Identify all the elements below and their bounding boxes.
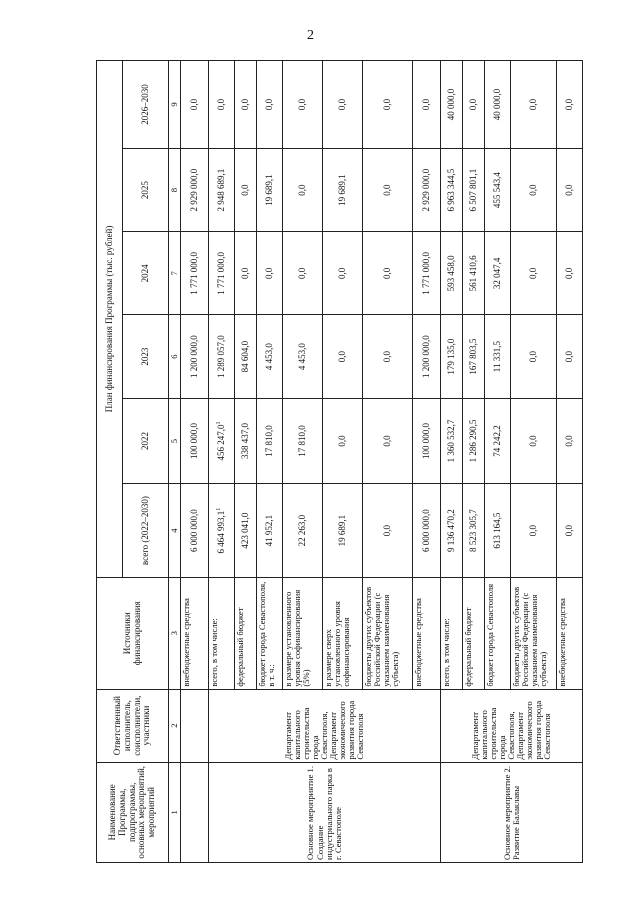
header-plan-group: План финансирования Программы (тыс. рублей) xyxy=(97,61,123,578)
value-cell: 1 771 000,0 xyxy=(209,232,235,315)
value-cell: 0,0 xyxy=(363,484,413,578)
value-cell: 423 041,0 xyxy=(235,484,257,578)
value-cell: 0,0 xyxy=(557,148,583,231)
row-source: бюджет города Севастополя, в т. ч.: xyxy=(257,577,283,689)
value-cell: 74 242,2 xyxy=(485,398,511,484)
value-cell: 0,0 xyxy=(557,61,583,149)
row-source: бюджеты других субъектов Российской Федерации (с указанием наименования субъекта) xyxy=(511,577,557,689)
value-cell: 456 247,0$^1$ xyxy=(209,398,235,484)
value-cell: 0,0 xyxy=(557,398,583,484)
value-cell: 179 135,0 xyxy=(441,315,463,398)
value-cell: 8 523 305,7 xyxy=(463,484,485,578)
value-cell: 0,0 xyxy=(363,315,413,398)
value-cell: 0,0 xyxy=(511,398,557,484)
value-cell: 0,0 xyxy=(363,232,413,315)
value-cell: 0,0 xyxy=(283,148,323,231)
value-cell: 40 000,0 xyxy=(441,61,463,149)
value-cell: 4 453,0 xyxy=(283,315,323,398)
value-cell: 2 948 689,1 xyxy=(209,148,235,231)
value-cell: 9 136 470,2 xyxy=(441,484,463,578)
header-year-2022: 2022 xyxy=(123,398,169,484)
value-cell: 19 689,1 xyxy=(323,148,363,231)
value-cell: 40 000,0 xyxy=(485,61,511,149)
value-cell: 32 047,4 xyxy=(485,232,511,315)
value-cell: 0,0 xyxy=(363,148,413,231)
row-source: федеральный бюджет xyxy=(463,577,485,689)
rotated-table-wrapper xyxy=(96,60,579,863)
header-name: Наименование Программы, подпрограммы, основных мероприятий, мероприятий xyxy=(97,762,169,862)
value-cell: 0,0 xyxy=(511,232,557,315)
header-year-2024: 2024 xyxy=(123,232,169,315)
value-cell: 1 360 532,7 xyxy=(441,398,463,484)
col-index: 1 xyxy=(169,762,181,862)
value-cell: 455 543,4 xyxy=(485,148,511,231)
header-executor: Ответственный исполнитель, соисполнители, участники xyxy=(97,689,169,762)
main-event-1-executor: Департамент капитального строительства города Севастополя, Департамент экономического развития города Севастополя xyxy=(209,689,441,762)
value-cell: 100 000,0 xyxy=(413,398,441,484)
table-row xyxy=(441,61,463,863)
value-cell: 2 929 000,0 xyxy=(413,148,441,231)
row-name xyxy=(181,762,209,862)
value-cell: 0,0 xyxy=(283,61,323,149)
value-cell: 338 437,0 xyxy=(235,398,257,484)
value-cell: 0,0 xyxy=(323,232,363,315)
value-cell: 167 803,5 xyxy=(463,315,485,398)
row-source: федеральный бюджет xyxy=(235,577,257,689)
table-row xyxy=(209,61,235,863)
financing-table xyxy=(96,60,583,863)
value-cell: 6 963 344,5 xyxy=(441,148,463,231)
row-source: в размере сверх установленного уровня софинансирования xyxy=(323,577,363,689)
main-event-1-name: Основное мероприятие 1. Создание индустриального парка в г. Севастополе xyxy=(209,762,441,862)
main-event-2-name: Основное мероприятие 2. Развитие Балаклавы xyxy=(441,762,583,862)
value-cell: 17 810,0 xyxy=(257,398,283,484)
row-source: всего, в том числе: xyxy=(441,577,463,689)
col-index: 2 xyxy=(169,689,181,762)
value-cell: 4 453,0 xyxy=(257,315,283,398)
value-cell: 1 771 000,0 xyxy=(413,232,441,315)
value-cell: 0,0 xyxy=(511,148,557,231)
value-cell: 0,0 xyxy=(257,61,283,149)
value-cell: 0,0 xyxy=(323,398,363,484)
row-source: всего, в том числе: xyxy=(209,577,235,689)
value-cell: 6 000 000,0 xyxy=(413,484,441,578)
value-cell: 0,0 xyxy=(209,61,235,149)
value-cell: 1 286 290,5 xyxy=(463,398,485,484)
row-source: в размере установленного уровня софинансирования (5%) xyxy=(283,577,323,689)
value-cell: 0,0 xyxy=(235,148,257,231)
value-cell: 1 200 000,0 xyxy=(413,315,441,398)
col-index: 7 xyxy=(169,232,181,315)
value-cell: 561 410,6 xyxy=(463,232,485,315)
col-index: 5 xyxy=(169,398,181,484)
value-cell: 0,0 xyxy=(511,315,557,398)
row-source: бюджеты других субъектов Российской Федерации (с указанием наименования субъекта) xyxy=(363,577,413,689)
value-cell: 100 000,0 xyxy=(181,398,209,484)
row-source: внебюджетные средства xyxy=(413,577,441,689)
row-source: бюджет города Севастополя xyxy=(485,577,511,689)
value-cell: 0,0 xyxy=(511,61,557,149)
header-year-2023: 2023 xyxy=(123,315,169,398)
value-cell: 0,0 xyxy=(323,315,363,398)
value-cell: 6 000 000,0 xyxy=(181,484,209,578)
value-cell: 1 200 000,0 xyxy=(181,315,209,398)
header-year-2026-2030: 2026–2030 xyxy=(123,61,169,149)
row-executor xyxy=(181,689,209,762)
value-cell: 0,0 xyxy=(557,484,583,578)
value-cell: 1 771 000,0 xyxy=(181,232,209,315)
value-cell: 17 810,0 xyxy=(283,398,323,484)
value-cell: 613 164,5 xyxy=(485,484,511,578)
value-cell: 593 458,0 xyxy=(441,232,463,315)
header-source: Источники финансирования xyxy=(97,577,169,689)
value-cell: 84 604,0 xyxy=(235,315,257,398)
value-cell: 0,0 xyxy=(235,61,257,149)
row-source: внебюджетные средства xyxy=(557,577,583,689)
row-source: внебюджетные средства xyxy=(181,577,209,689)
value-cell: 6 464 993,1$^1$ xyxy=(209,484,235,578)
value-cell: 0,0 xyxy=(363,61,413,149)
value-cell: 0,0 xyxy=(557,232,583,315)
value-cell: 22 263,0 xyxy=(283,484,323,578)
header-year-2025: 2025 xyxy=(123,148,169,231)
value-cell: 6 507 801,1 xyxy=(463,148,485,231)
header-year-total: всего (2022–2030) xyxy=(123,484,169,578)
page-number: 2 xyxy=(307,28,314,43)
value-cell: 0,0 xyxy=(181,61,209,149)
value-cell: 0,0 xyxy=(413,61,441,149)
col-index: 8 xyxy=(169,148,181,231)
value-cell: 0,0 xyxy=(283,232,323,315)
value-cell: 0,0 xyxy=(557,315,583,398)
value-cell: 19 689,1 xyxy=(257,148,283,231)
col-index: 9 xyxy=(169,61,181,149)
value-cell: 0,0 xyxy=(363,398,413,484)
value-cell: 41 952,1 xyxy=(257,484,283,578)
value-cell: 0,0 xyxy=(323,61,363,149)
table-row xyxy=(181,61,209,863)
col-index: 3 xyxy=(169,577,181,689)
value-cell: 0,0 xyxy=(257,232,283,315)
value-cell: 0,0 xyxy=(235,232,257,315)
value-cell: 19 689,1 xyxy=(323,484,363,578)
value-cell: 11 331,5 xyxy=(485,315,511,398)
col-index: 4 xyxy=(169,484,181,578)
value-cell: 0,0 xyxy=(511,484,557,578)
value-cell: 1 289 057,0 xyxy=(209,315,235,398)
col-index: 6 xyxy=(169,315,181,398)
value-cell: 2 929 000,0 xyxy=(181,148,209,231)
value-cell: 0,0 xyxy=(463,61,485,149)
main-event-2-executor: Департамент капитального строительства города Севастополя, Департамент экономического развития города Севастополя xyxy=(441,689,583,762)
